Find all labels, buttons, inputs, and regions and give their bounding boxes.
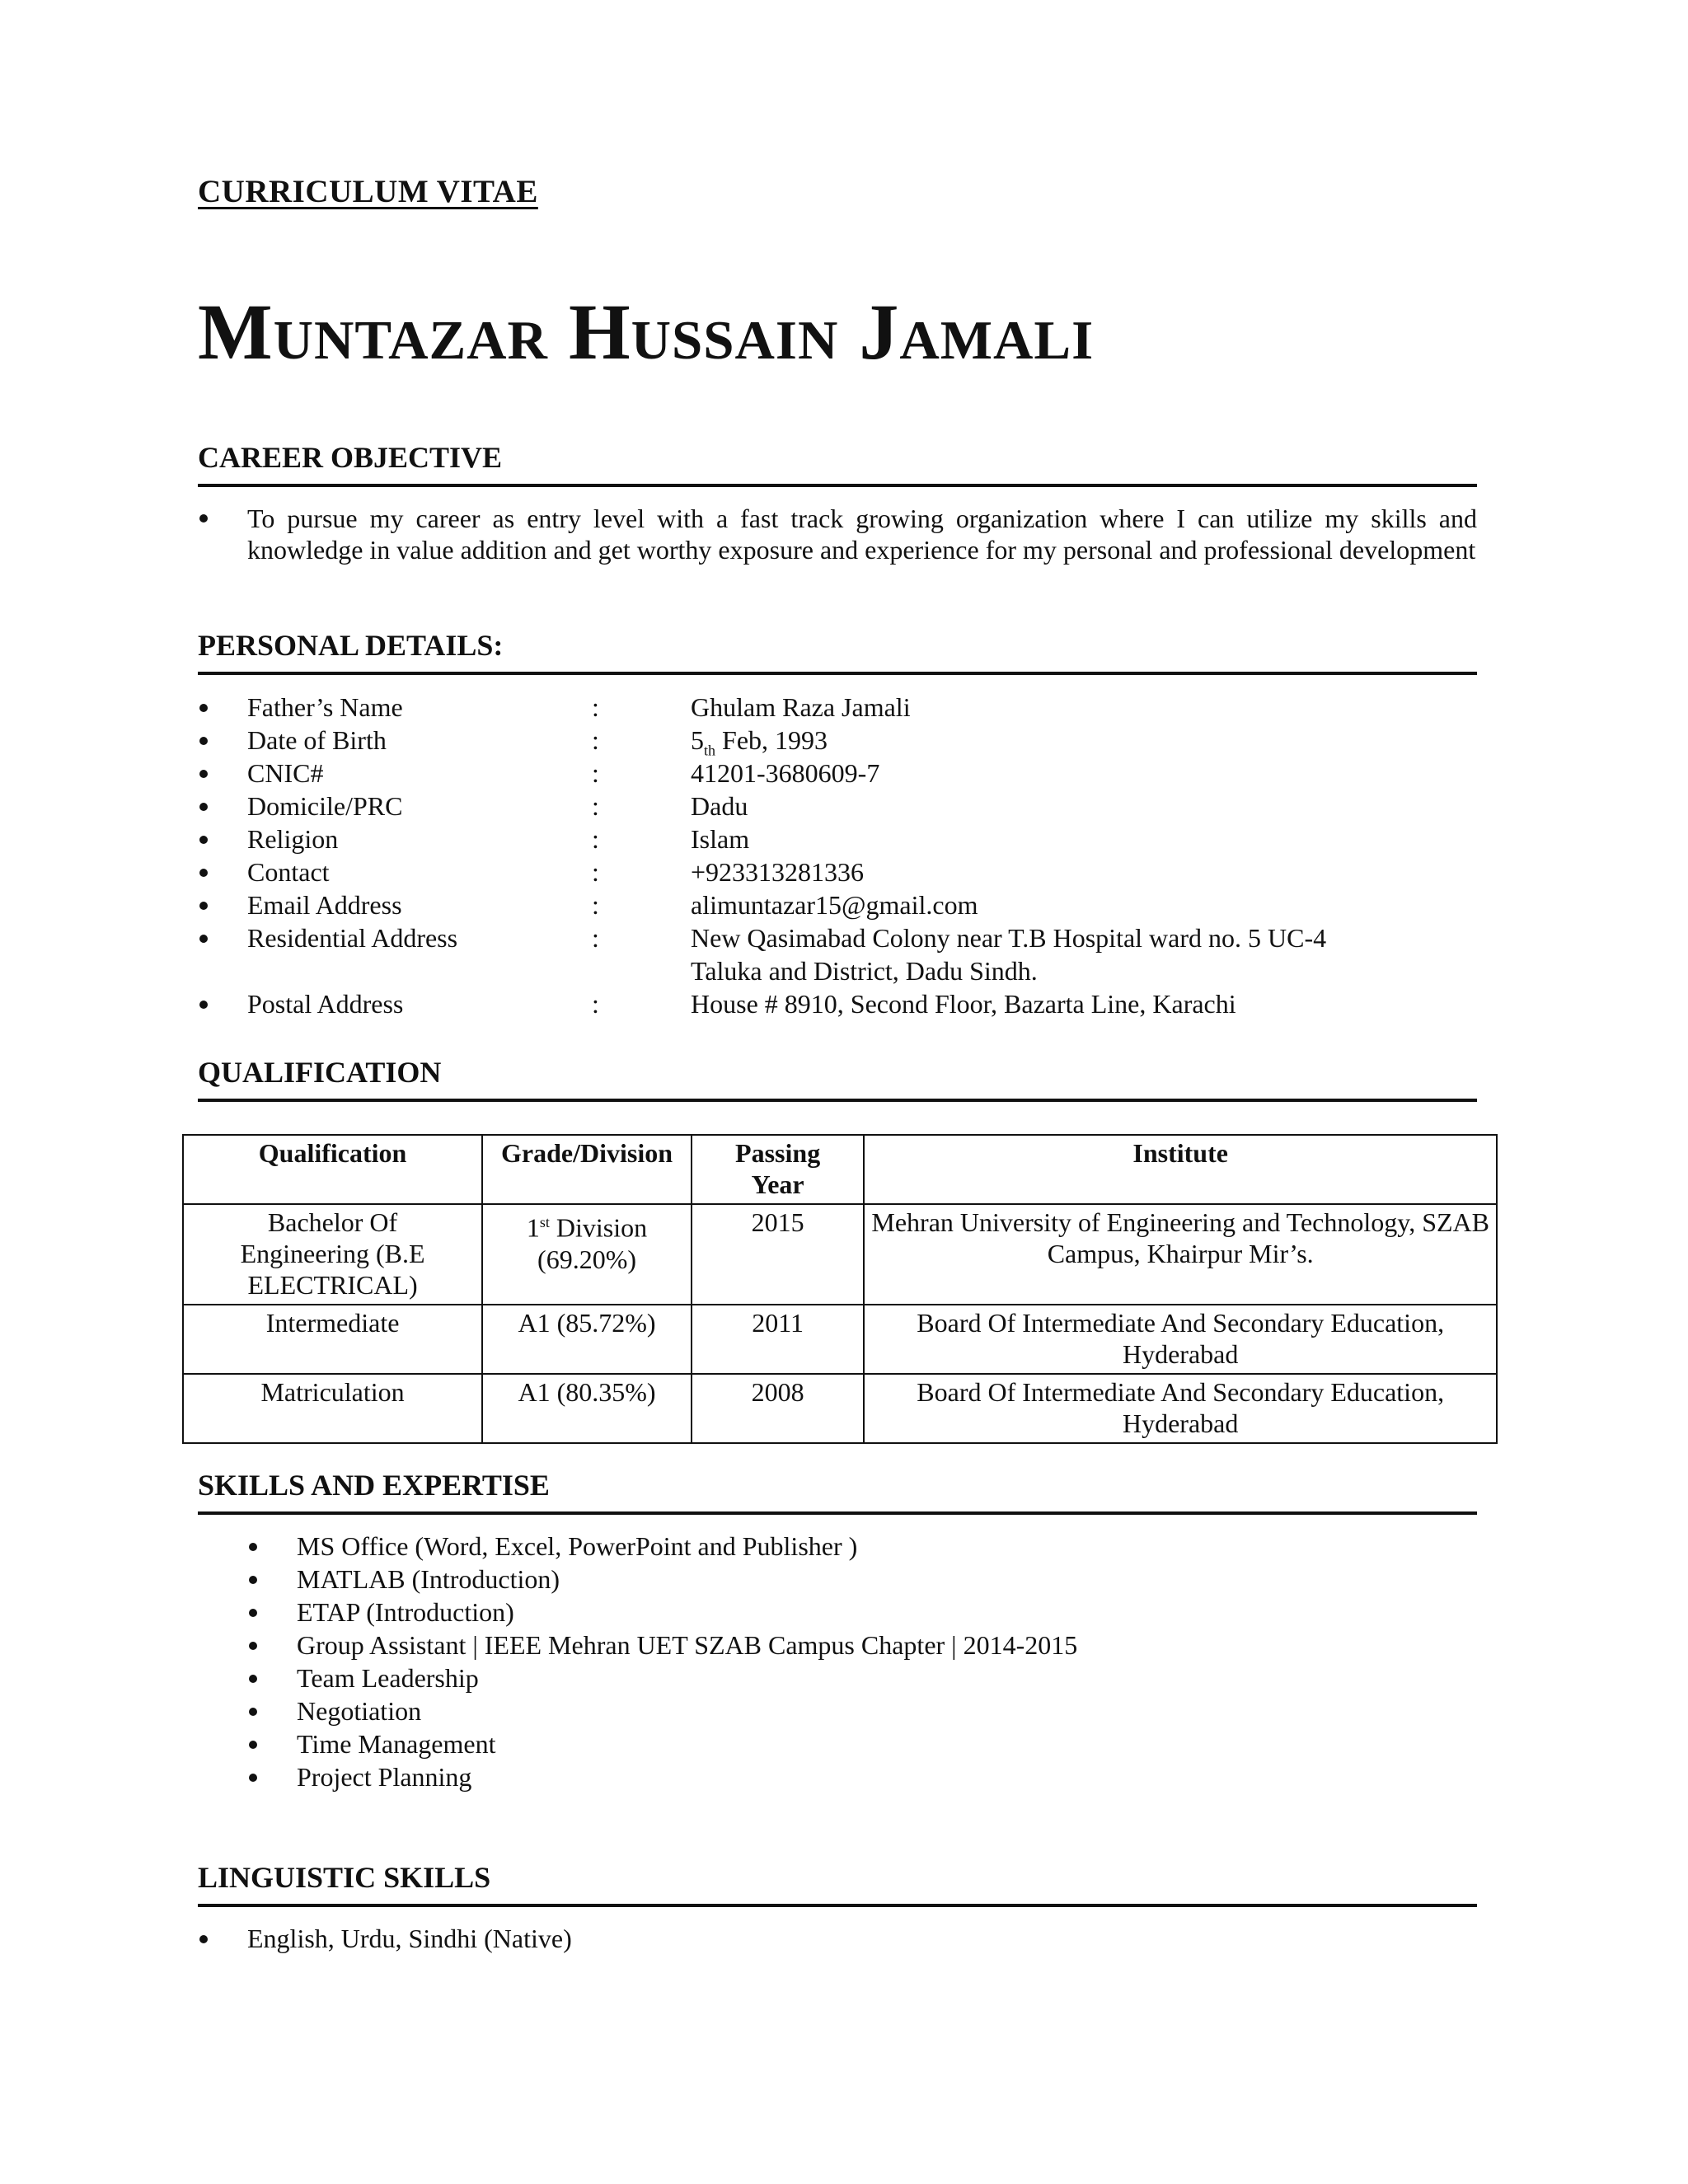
skill-text: MS Office (Word, Excel, PowerPoint and Publisher ) [297, 1531, 858, 1561]
grade-suffix: st [539, 1214, 550, 1230]
table-cell [864, 1305, 1497, 1374]
detail-separator: : [592, 791, 599, 821]
skill-text: Time Management [297, 1729, 496, 1759]
bullet-icon [249, 1576, 257, 1584]
detail-row-fathers-name [198, 691, 1477, 724]
detail-label: Contact [247, 857, 330, 887]
qualification-table [182, 1134, 1498, 1444]
column-header-text: Passing Year [735, 1138, 821, 1199]
cell-text: Board Of Intermediate And Secondary Education, Hyderabad [917, 1377, 1445, 1438]
bullet-icon [249, 1609, 257, 1617]
skill-text: Project Planning [297, 1762, 472, 1792]
detail-separator: : [592, 923, 599, 953]
table-cell [864, 1374, 1497, 1443]
bullet-icon [199, 869, 208, 877]
detail-label: Email Address [247, 890, 402, 920]
detail-value: New Qasimabad Colony near T.B Hospital ward no. 5 UC-4 [691, 923, 1327, 953]
table-row [183, 1305, 1497, 1374]
table-cell: A1 (85.72%) [482, 1305, 692, 1374]
detail-row-residential-address [198, 921, 1477, 987]
detail-label: Father’s Name [247, 692, 403, 722]
bullet-icon [199, 1001, 208, 1009]
skill-text: Group Assistant | IEEE Mehran UET SZAB Campus Chapter | 2014-2015 [297, 1630, 1078, 1660]
bullet-icon [199, 704, 208, 712]
bullet-icon [249, 1642, 257, 1650]
bullet-icon [249, 1708, 257, 1716]
skill-text: MATLAB (Introduction) [297, 1564, 560, 1594]
detail-row-cnic [198, 757, 1477, 790]
skill-text: Negotiation [297, 1696, 422, 1726]
detail-separator: : [592, 857, 599, 887]
bullet-icon [199, 770, 208, 778]
detail-label: CNIC# [247, 758, 324, 788]
bullet-icon [249, 1774, 257, 1782]
detail-value-line2: Taluka and District, Dadu Sindh. [691, 956, 1038, 986]
skill-text: ETAP (Introduction) [297, 1597, 514, 1627]
detail-label: Residential Address [247, 923, 458, 953]
skill-text: Team Leadership [297, 1663, 479, 1693]
detail-value: House # 8910, Second Floor, Bazarta Line, Karachi [691, 989, 1236, 1019]
dob-day: 5 [691, 725, 704, 755]
bullet-icon [199, 803, 208, 811]
linguistic-skills-heading: LINGUISTIC SKILLS [198, 1863, 1477, 1907]
candidate-name: Muntazar Hussain Jamali [198, 288, 1095, 376]
grade-number: 1 [526, 1212, 540, 1243]
detail-row-contact [198, 855, 1477, 888]
grade-rest: Division (69.20%) [537, 1212, 648, 1274]
career-objective-text: To pursue my career as entry level with a fast track growing organization where I can utilize my skills and knowledge in value addition and get worthy exposure and experience for my personal and professional development [247, 504, 1477, 565]
detail-value: 41201-3680609-7 [691, 758, 880, 788]
column-header [692, 1135, 864, 1204]
skills-heading: SKILLS AND EXPERTISE [198, 1470, 1477, 1515]
bullet-icon [199, 514, 208, 523]
table-header-row [183, 1135, 1497, 1204]
bullet-icon [199, 902, 208, 910]
cell-text [517, 1207, 657, 1275]
qualification-heading: QUALIFICATION [198, 1057, 1477, 1102]
bullet-icon [199, 737, 208, 745]
bullet-icon [249, 1741, 257, 1749]
detail-row-date-of-birth [198, 724, 1477, 757]
career-objective-heading: CAREER OBJECTIVE [198, 443, 1477, 487]
detail-label: Postal Address [247, 989, 404, 1019]
detail-value: +923313281336 [691, 857, 865, 887]
language-text: English, Urdu, Sindhi (Native) [247, 1924, 572, 1953]
table-cell: A1 (80.35%) [482, 1374, 692, 1443]
personal-details-heading: PERSONAL DETAILS: [198, 630, 1477, 675]
cell-text: Board Of Intermediate And Secondary Education, Hyderabad [917, 1308, 1445, 1369]
detail-label: Date of Birth [247, 725, 387, 755]
detail-value: alimuntazar15@gmail.com [691, 890, 978, 920]
dob-day-suffix: th [704, 742, 716, 759]
table-cell: Mehran University of Engineering and Technology, SZAB Campus, Khairpur Mir’s. [864, 1204, 1497, 1305]
column-header: Institute [864, 1135, 1497, 1204]
column-header: Qualification [183, 1135, 482, 1204]
cell-text: Bachelor Of Engineering (B.E ELECTRICAL) [240, 1207, 425, 1300]
table-cell: 2015 [692, 1204, 864, 1305]
document-title: CURRICULUM VITAE [198, 174, 538, 209]
table-cell [183, 1204, 482, 1305]
table-cell: 2008 [692, 1374, 864, 1443]
detail-separator: : [592, 890, 599, 920]
detail-label: Domicile/PRC [247, 791, 403, 821]
table-row [183, 1374, 1497, 1443]
detail-separator: : [592, 725, 599, 755]
table-cell [482, 1204, 692, 1305]
table-cell: Intermediate [183, 1305, 482, 1374]
detail-separator: : [592, 989, 599, 1019]
detail-value: Dadu [691, 791, 748, 821]
bullet-icon [249, 1543, 257, 1551]
dob-rest: Feb, 1993 [715, 725, 828, 755]
detail-separator: : [592, 692, 599, 722]
detail-separator: : [592, 758, 599, 788]
detail-separator: : [592, 824, 599, 854]
detail-row-email [198, 888, 1477, 921]
detail-value: Islam [691, 824, 750, 854]
table-row [183, 1204, 1497, 1305]
column-header: Grade/Division [482, 1135, 692, 1204]
detail-row-postal-address [198, 987, 1477, 1020]
bullet-icon [199, 935, 208, 943]
bullet-icon [199, 1935, 208, 1943]
detail-row-religion [198, 823, 1477, 855]
table-cell: 2011 [692, 1305, 864, 1374]
detail-value: Ghulam Raza Jamali [691, 692, 911, 722]
detail-row-domicile [198, 790, 1477, 823]
bullet-icon [249, 1675, 257, 1683]
detail-label: Religion [247, 824, 339, 854]
bullet-icon [199, 836, 208, 844]
table-cell: Matriculation [183, 1374, 482, 1443]
